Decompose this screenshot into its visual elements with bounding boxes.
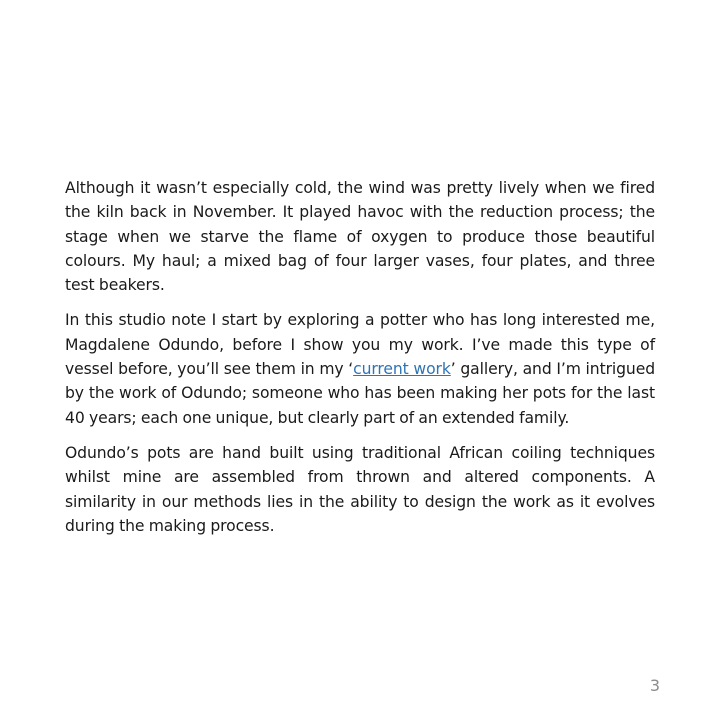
paragraph-kiln-firing: Although it wasn’t especially cold, the wind was pretty lively when we fired the kiln back in November. It played havoc with the reduction process; the stage when we starve the flame of oxygen to produce those beautiful colours. My haul; a mixed bag of four larger vases, four plates, and three test beakers. bbox=[65, 179, 655, 295]
page-number: 3 bbox=[649, 676, 660, 695]
paragraph-odundo-intro bbox=[65, 308, 655, 429]
body-text bbox=[65, 176, 655, 549]
current-work-link[interactable]: current work bbox=[353, 360, 451, 379]
paragraph-methods: Odundo’s pots are hand built using traditional African coiling techniques whilst mine are assembled from thrown and altered components. A similarity in our methods lies in the ability to design the work as it evolves during the making process. bbox=[65, 443, 655, 535]
paragraph-text-before-link: In this studio note I start by exploring a potter who has long interested me, Magdalene Odundo, before I show you my work. I’ve made this type of vessel before, you’ll see them in my ‘ bbox=[65, 311, 655, 379]
paragraph-text-after-link: ’ gallery, and I’m intrigued by the work of Odundo; someone who has been making her pots for the last 40 years; each one unique, but clearly part of an extended family. bbox=[65, 360, 655, 427]
